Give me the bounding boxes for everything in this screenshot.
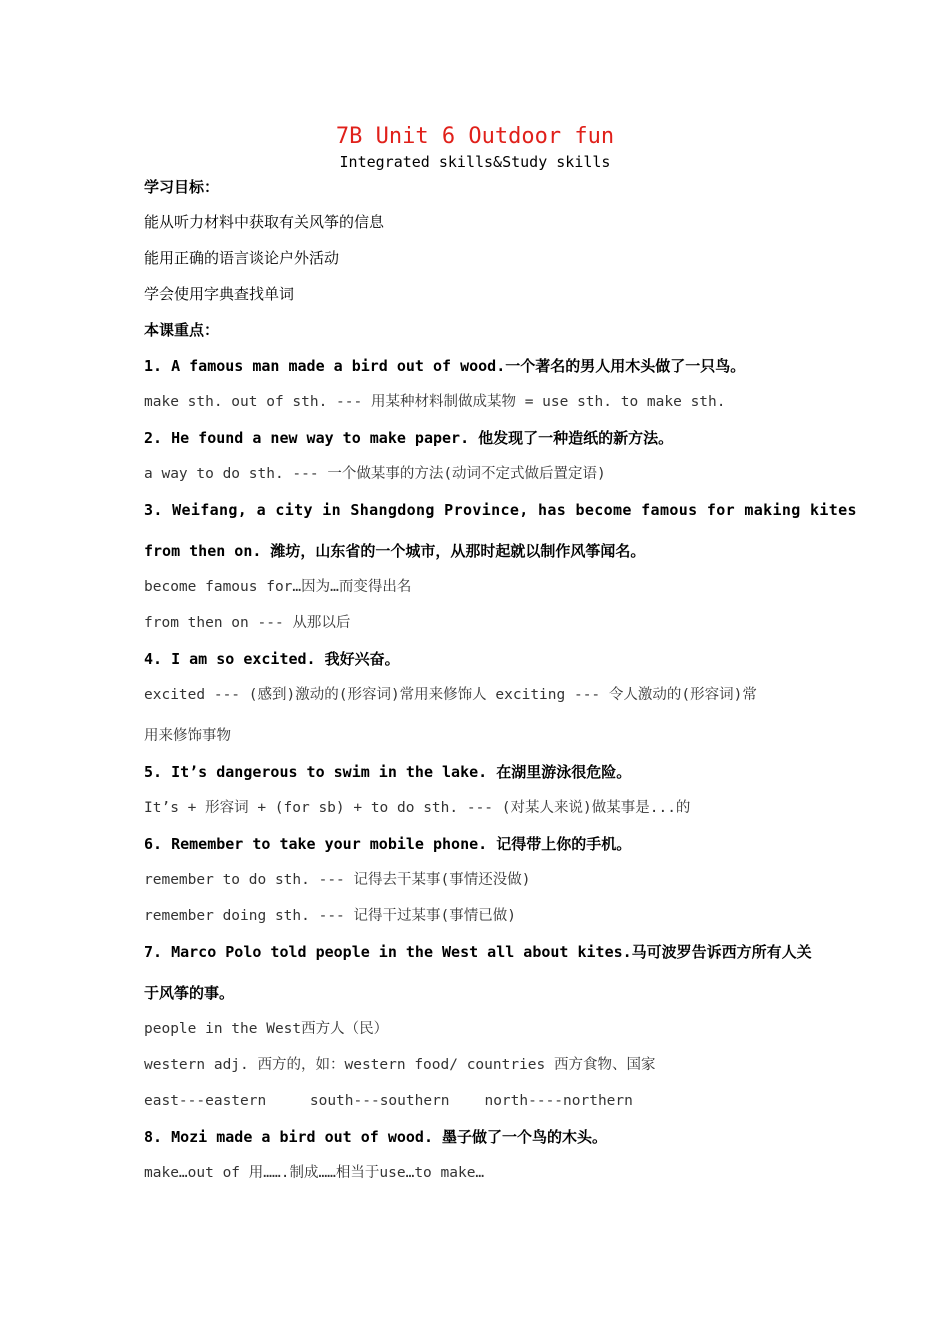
key-point-note: become famous for…因为…而变得出名	[144, 579, 412, 595]
objective-item: 学会使用字典查找单词	[144, 285, 295, 303]
key-point-sentence: 6. Remember to take your mobile phone. 记得带上你的手机。	[144, 835, 632, 853]
key-point-note: make sth. out of sth. --- 用某种材料制做成某物 = use sth. to make sth.	[144, 394, 726, 410]
key-point-sentence: 2. He found a new way to make paper. 他发现了一种造纸的新方法。	[144, 429, 674, 447]
key-point-note: people in the West西方人（民）	[144, 1021, 389, 1037]
key-point-note: from then on --- 从那以后	[144, 615, 351, 631]
objective-item: 能从听力材料中获取有关风筝的信息	[144, 213, 385, 231]
key-point-sentence: 7. Marco Polo told people in the West all about kites.马可波罗告诉西方所有人关	[144, 943, 812, 961]
document-title: 7B Unit 6 Outdoor fun	[335, 124, 615, 149]
key-point-note: remember doing sth. --- 记得干过某事(事情已做)	[144, 908, 516, 924]
key-points-heading: 本课重点：	[144, 321, 220, 339]
key-point-sentence: 于风筝的事。	[144, 984, 235, 1002]
key-point-note: east---eastern south---southern north----northern	[144, 1093, 633, 1109]
key-point-sentence: 4. I am so excited. 我好兴奋。	[144, 650, 400, 668]
key-point-note: a way to do sth. --- 一个做某事的方法(动词不定式做后置定语)	[144, 466, 606, 482]
key-point-note: 用来修饰事物	[144, 728, 231, 744]
objective-item: 能用正确的语言谈论户外活动	[144, 249, 340, 267]
key-point-note: make…out of 用…….制成……相当于use…to make…	[144, 1165, 485, 1181]
key-point-note: western adj. 西方的，如：western food/ countries 西方食物、国家	[144, 1057, 656, 1073]
key-point-sentence: 3. Weifang, a city in Shangdong Province, has become famous for making kites	[144, 501, 857, 519]
key-point-note: remember to do sth. --- 记得去干某事(事情还没做)	[144, 872, 531, 888]
key-point-sentence: 5. It’s dangerous to swim in the lake. 在湖里游泳很危险。	[144, 763, 632, 781]
key-point-sentence: from then on. 潍坊，山东省的一个城市，从那时起就以制作风筝闻名。	[144, 542, 646, 560]
key-point-sentence: 1. A famous man made a bird out of wood.一个著名的男人用木头做了一只鸟。	[144, 357, 746, 375]
objectives-heading: 学习目标：	[144, 178, 220, 196]
key-point-sentence: 8. Mozi made a bird out of wood. 墨子做了一个鸟的木头。	[144, 1128, 608, 1146]
key-point-note: excited --- (感到)激动的(形容词)常用来修饰人 exciting --- 令人激动的(形容词)常	[144, 687, 757, 703]
key-point-note: It’s + 形容词 + (for sb) + to do sth. --- (对某人来说)做某事是...的	[144, 800, 691, 816]
document-subtitle: Integrated skills&Study skills	[339, 153, 611, 171]
